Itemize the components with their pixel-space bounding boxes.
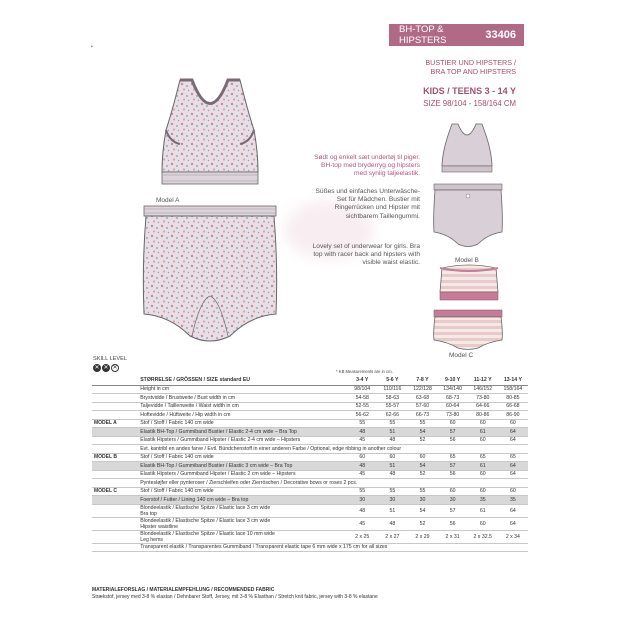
table-row <box>92 428 528 437</box>
needle-icon: ✕ <box>94 365 100 371</box>
table-row <box>92 436 528 445</box>
model-label-cell <box>92 479 138 488</box>
value-cell: 64 <box>498 462 528 471</box>
model-label-cell <box>92 428 138 437</box>
row-description-cell: Blondeelastik / Elastische Spitze / Elastic lace 3 cm wide Bra top <box>138 504 347 517</box>
row-description-cell: Brystvidde / Brustweite / Bust width in cm <box>138 394 347 403</box>
value-cell: 64 <box>498 436 528 445</box>
value-cell: 48 <box>347 428 377 437</box>
value-cell: 54-58 <box>347 394 377 403</box>
needle-icon: ✕ <box>112 365 118 371</box>
value-cell: 134/140 <box>438 385 468 394</box>
row-description-cell: Transparent elastik / Transparentes Gummiband / Transparent elastic tape 6 mm wide x 175 cm for all sizes <box>138 543 528 552</box>
value-cell: 2 x 29 <box>407 530 437 543</box>
row-description-cell: Elastik BH-Top / Gummiband Bustier / Elastic 2-4 cm wide – Bra Top <box>138 428 347 437</box>
kb-measurement-note: * KB Measurements are in cm. <box>336 369 393 374</box>
value-cell: 60 <box>468 436 498 445</box>
value-cell: 54 <box>407 428 437 437</box>
model-label-cell: MODEL A <box>92 419 138 428</box>
value-cell: 98/104 <box>347 385 377 394</box>
value-cell: 52-55 <box>347 402 377 411</box>
model-label-cell: MODEL C <box>92 487 138 496</box>
value-cell: 66-68 <box>498 402 528 411</box>
row-description-cell: Elastik BH-Top / Gummiband Bustier / Elastic 3 cm wide – Bra Top <box>138 462 347 471</box>
value-cell: 60 <box>407 453 437 462</box>
row-description-cell: Elastik Hipsters / Gummiband Hipster / Elastic 2 cm wide – Hipsters <box>138 470 347 479</box>
table-row <box>92 543 528 552</box>
value-cell: 56 <box>438 517 468 530</box>
value-cell: 56-62 <box>347 411 377 420</box>
value-cell: 2 x 25 <box>347 530 377 543</box>
value-cell: 56 <box>438 436 468 445</box>
subtitles <box>370 58 516 76</box>
value-cell: 48 <box>377 517 407 530</box>
title-box <box>389 24 524 46</box>
model-b-bra-top-drawing <box>438 122 496 174</box>
row-description-cell: Stof / Stoff / Fabric 140 cm wide <box>138 487 347 496</box>
table-row <box>92 445 528 454</box>
size-col-header: 5-6 Y <box>377 375 407 385</box>
row-description-cell: Evt. kantribl en andes farve / Evtl. Bündchenstoff in einer anderen Farbe / Optional, edge ribbing in another colour <box>138 445 528 454</box>
row-description-cell: Blondeelastik / Elastische Spitze / Elastic lace 10 mm wide Leg hems <box>138 530 347 543</box>
value-cell: 80-85 <box>498 394 528 403</box>
value-cell: 45 <box>347 436 377 445</box>
size-table <box>92 375 528 552</box>
value-cell: 45 <box>347 517 377 530</box>
material-heading: MATERIALEFORSLAG / MATERIALEMPFEHLUNG / RECOMMENDED FABRIC <box>92 587 275 593</box>
row-description-cell: Stof / Stoff / Fabric 140 cm wide <box>138 419 347 428</box>
table-row <box>92 462 528 471</box>
model-a-hipsters-drawing <box>140 204 280 350</box>
value-cell: 55 <box>407 419 437 428</box>
material-text: Strækstof, jersey med 3-8 % elastan / Dehnbarer Stoff, Jersey, mit 3-8 % Elasthan / Stretch knit fabric, jersey with 3-8 % elastane <box>92 594 378 600</box>
model-label-cell <box>92 462 138 471</box>
value-cell: 55 <box>347 487 377 496</box>
value-cell: 30 <box>347 496 377 505</box>
table-row <box>92 411 528 420</box>
description-danish: Sødt og enkelt sæt undertøj til piger. BH-top med bryderryg og hipsters med synlig taljeelastik. <box>314 154 420 178</box>
subtitle-line: BRA TOP AND HIPSTERS <box>430 67 516 76</box>
needle-icon: ✕ <box>103 365 109 371</box>
value-cell: 55 <box>407 487 437 496</box>
value-cell: 60 <box>347 453 377 462</box>
value-cell: 64 <box>498 504 528 517</box>
value-cell: 62-66 <box>377 411 407 420</box>
value-cell: 57 <box>438 462 468 471</box>
model-c-bra-top-drawing <box>436 262 502 304</box>
value-cell: 55 <box>347 419 377 428</box>
value-cell: 146/152 <box>468 385 498 394</box>
value-cell: 48 <box>347 462 377 471</box>
value-cell: 30 <box>377 496 407 505</box>
value-cell: 60 <box>468 487 498 496</box>
value-cell: 55-57 <box>377 402 407 411</box>
value-cell: 51 <box>377 504 407 517</box>
row-description-cell: Pyntesløjfer eller pynteroser / Zierschleifen oder Zierröschen / Decorative bows or roses 2 pcs. <box>138 479 528 488</box>
value-cell: 48 <box>377 470 407 479</box>
value-cell: 51 <box>377 462 407 471</box>
value-cell: 2 x 34 <box>498 530 528 543</box>
value-cell: 64-66 <box>468 402 498 411</box>
value-cell: 35 <box>498 496 528 505</box>
value-cell: 60 <box>468 517 498 530</box>
value-cell: 61 <box>468 504 498 517</box>
model-label-cell <box>92 394 138 403</box>
value-cell: 52 <box>407 436 437 445</box>
model-label-cell <box>92 411 138 420</box>
size-col-header: 3-4 Y <box>347 375 377 385</box>
model-label-cell <box>92 543 138 552</box>
model-label-cell <box>92 402 138 411</box>
value-cell: 48 <box>347 504 377 517</box>
row-description-cell: Foerstof / Futter / Lining 140 cm wide – Bra top <box>138 496 347 505</box>
value-cell: 65 <box>468 453 498 462</box>
model-label-cell <box>92 530 138 543</box>
value-cell: 60 <box>377 453 407 462</box>
value-cell: 64 <box>498 517 528 530</box>
skill-level-icons <box>93 364 119 372</box>
value-cell: 48 <box>377 436 407 445</box>
description-english: Lovely set of underwear for girls. Bra top with racer back and hipsters with visible waist elastic. <box>312 243 420 267</box>
row-description-cell: Hoftevidde / Hüftweite / Hip width in cm <box>138 411 347 420</box>
value-cell: 52 <box>407 470 437 479</box>
value-cell: 2 x 32.5 <box>468 530 498 543</box>
value-cell: 73-80 <box>468 394 498 403</box>
table-row <box>92 419 528 428</box>
value-cell: 110/116 <box>377 385 407 394</box>
model-b-label: Model B <box>455 257 479 264</box>
value-cell: 65 <box>498 453 528 462</box>
model-label-cell <box>92 517 138 530</box>
value-cell: 65 <box>438 453 468 462</box>
model-label-cell <box>92 445 138 454</box>
table-row <box>92 517 528 530</box>
value-cell: 55 <box>377 487 407 496</box>
value-cell: 63-68 <box>407 394 437 403</box>
table-row <box>92 402 528 411</box>
pattern-code: 33406 <box>485 29 516 41</box>
material-section <box>92 587 528 601</box>
value-cell: 54 <box>407 504 437 517</box>
row-description-cell: Height in cm <box>138 385 347 394</box>
row-description-cell: Stof / Stoff / Fabric 140 cm wide <box>138 453 347 462</box>
value-cell: 158/164 <box>498 385 528 394</box>
skill-level-label: SKILL LEVEL <box>93 356 127 362</box>
model-a-label: Model A <box>156 197 180 204</box>
table-row <box>92 504 528 517</box>
description-german: Süßes und einfaches Unterwäsche- Set für Mädchen. Bustier mit Ringerrücken und Hipster mit sichtbarem Taillengummi. <box>315 188 420 220</box>
value-cell: 122/128 <box>407 385 437 394</box>
value-cell: 60 <box>438 487 468 496</box>
model-label-cell <box>92 470 138 479</box>
value-cell: 55 <box>377 419 407 428</box>
value-cell: 66-73 <box>407 411 437 420</box>
value-cell: 60 <box>468 470 498 479</box>
table-row <box>92 453 528 462</box>
value-cell: 51 <box>377 428 407 437</box>
value-cell: 60 <box>498 419 528 428</box>
size-col-header: 13-14 Y <box>498 375 528 385</box>
value-cell: 30 <box>438 496 468 505</box>
size-range: SIZE 98/104 - 158/164 CM <box>423 99 516 108</box>
value-cell: 58-63 <box>377 394 407 403</box>
table-header-row <box>92 375 528 385</box>
table-row <box>92 470 528 479</box>
value-cell: 56 <box>438 470 468 479</box>
size-col-header: 7-8 Y <box>407 375 437 385</box>
value-cell: 80-86 <box>468 411 498 420</box>
model-label-cell <box>92 385 138 394</box>
model-label-cell <box>92 504 138 517</box>
value-cell: 45 <box>347 470 377 479</box>
value-cell: 57 <box>438 428 468 437</box>
size-col-header: 9-10 Y <box>438 375 468 385</box>
value-cell: 2 x 31 <box>438 530 468 543</box>
value-cell: 60 <box>438 419 468 428</box>
model-label-cell <box>92 496 138 505</box>
value-cell: 68-73 <box>438 394 468 403</box>
table-row <box>92 530 528 543</box>
value-cell: 64 <box>498 470 528 479</box>
subtitle-line: BUSTIER UND HIPSTERS / <box>425 58 516 67</box>
age-range: KIDS / TEENS 3 - 14 Y <box>423 86 516 96</box>
size-col-header: 11-12 Y <box>468 375 498 385</box>
value-cell: 60 <box>468 419 498 428</box>
model-c-label: Model C <box>449 352 474 359</box>
value-cell: 61 <box>468 428 498 437</box>
value-cell: 30 <box>407 496 437 505</box>
value-cell: 64 <box>498 428 528 437</box>
page-mark: • <box>91 44 93 50</box>
table-row <box>92 487 528 496</box>
table-row <box>92 394 528 403</box>
value-cell: 60 <box>498 487 528 496</box>
table-row <box>92 496 528 505</box>
value-cell: 61 <box>468 462 498 471</box>
model-label-cell: MODEL B <box>92 453 138 462</box>
table-row <box>92 385 528 394</box>
model-b-hipsters-drawing <box>432 182 504 250</box>
value-cell: 60-64 <box>438 402 468 411</box>
value-cell: 54 <box>407 462 437 471</box>
model-c-hipsters-drawing <box>432 308 504 352</box>
value-cell: 35 <box>468 496 498 505</box>
model-label-cell <box>92 436 138 445</box>
value-cell: 57 <box>438 504 468 517</box>
value-cell: 57-60 <box>407 402 437 411</box>
table-row <box>92 479 528 488</box>
row-description-cell: Elastik Hipsters / Gummiband Hipster / Elastic 2-4 cm wide – Hipsters <box>138 436 347 445</box>
table-header-label: STØRRELSE / GRÖSSEN / SIZE standard EU <box>138 375 347 385</box>
value-cell: 2 x 27 <box>377 530 407 543</box>
pattern-title: BH-TOP & HIPSTERS <box>399 24 447 46</box>
row-description-cell: Taljevidde / Taillenweite / Waist width in cm <box>138 402 347 411</box>
value-cell: 86-90 <box>498 411 528 420</box>
row-description-cell: Blondeelastik / Elastische Spitze / Elastic lace 3 cm wide Hipster waistline <box>138 517 347 530</box>
model-a-bra-top-drawing <box>150 72 270 194</box>
value-cell: 73-80 <box>438 411 468 420</box>
value-cell: 52 <box>407 517 437 530</box>
